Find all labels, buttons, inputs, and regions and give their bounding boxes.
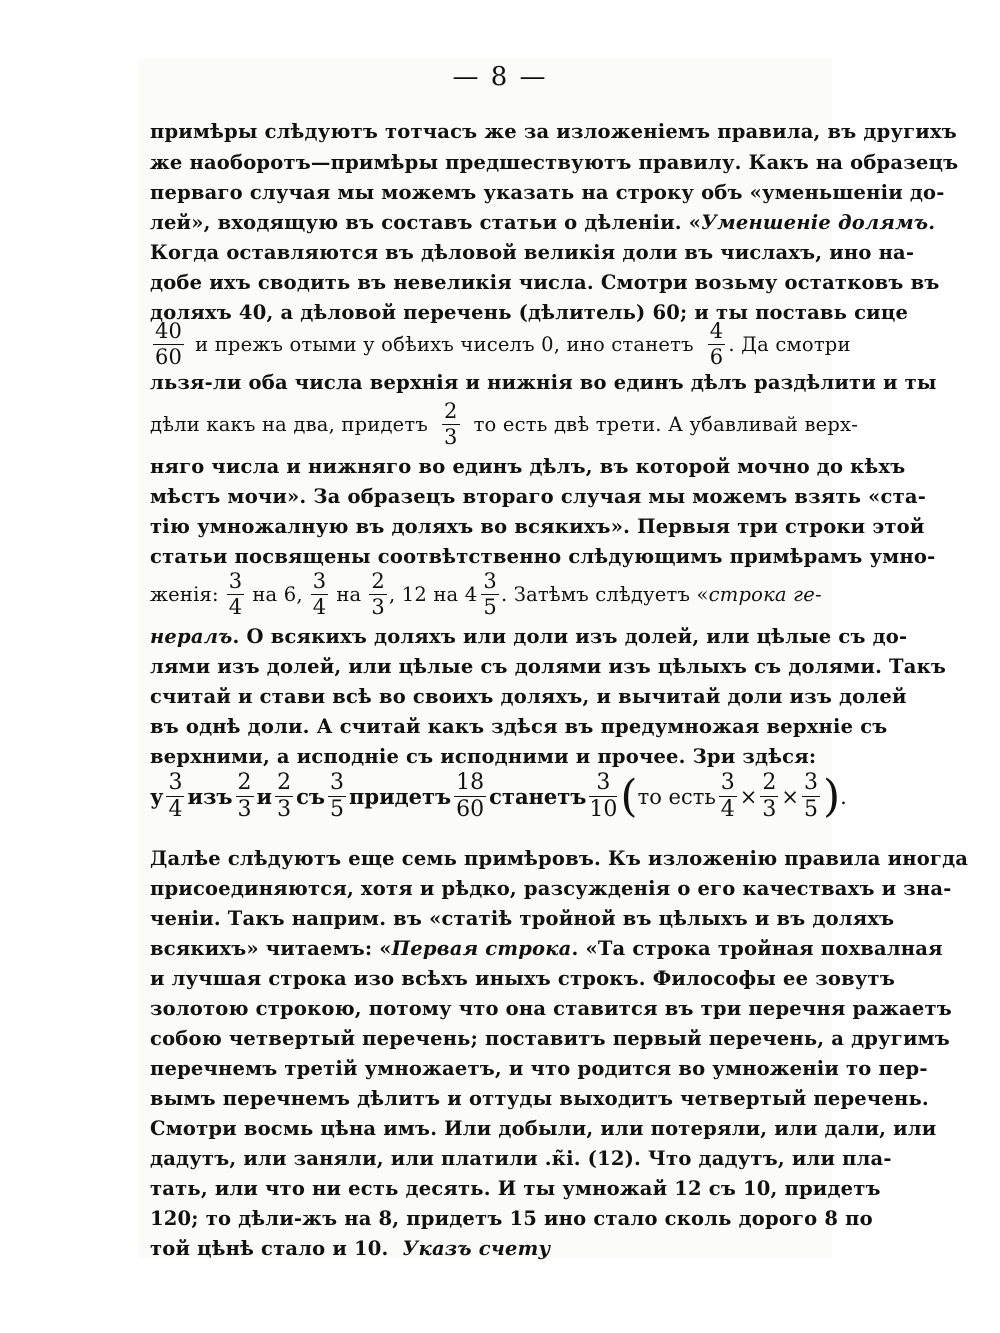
- fraction-numerator: 40: [155, 318, 183, 343]
- text-line-fraction: [150, 565, 820, 623]
- text-span: на: [336, 582, 362, 606]
- text-span: съ: [296, 784, 326, 809]
- text-line: [150, 625, 908, 648]
- fraction-numerator: 2: [237, 770, 252, 795]
- fraction-denominator: 6: [709, 344, 724, 369]
- text-line: 120; то дѣли-жъ на 8, придетъ 15 ино стало сколь дорого 8 по: [150, 1207, 873, 1230]
- text-line: дадутъ, или заняли, или платили .к̃і. (12). Что дадутъ, или пла-: [150, 1147, 892, 1170]
- text-line: въ однѣ доли. А считай какъ здѣся въ предумножая верхніе съ: [150, 715, 888, 738]
- fraction-numerator: 2: [762, 770, 777, 795]
- times-sign: ×: [781, 784, 799, 809]
- text-span: то есть: [637, 784, 716, 809]
- text-span: то есть двѣ трети. А убавливай верх-: [473, 412, 859, 436]
- text-span: станетъ: [489, 784, 587, 809]
- page-number: — 8 —: [452, 62, 548, 92]
- italic-span: Указъ счету: [402, 1237, 551, 1260]
- text-span: . Да смотри: [728, 332, 851, 356]
- text-span: всякихъ» читаемъ: «: [150, 937, 392, 960]
- fraction: [708, 318, 726, 369]
- fraction-numerator: 3: [483, 568, 497, 593]
- text-line: доляхъ 40, а дѣловой перечень (дѣлитель) 60; и ты поставь сице: [150, 301, 909, 324]
- fraction: [589, 772, 617, 821]
- fraction-denominator: 5: [803, 797, 818, 822]
- fraction-numerator: 2: [371, 568, 385, 593]
- fraction-numerator: 2: [277, 770, 292, 795]
- fraction: [454, 772, 486, 821]
- text-line: примѣры слѣдуютъ тотчасъ же за изложеніемъ правила, въ другихъ: [150, 120, 957, 143]
- fraction-denominator: 3: [444, 424, 458, 449]
- fraction-denominator: 5: [483, 594, 497, 619]
- fraction: [719, 772, 737, 821]
- fraction-numerator: 3: [330, 770, 345, 795]
- text-span: на 6,: [252, 582, 303, 606]
- text-span: . Затѣмъ слѣдуетъ «: [500, 582, 709, 606]
- fraction-denominator: 4: [312, 594, 327, 619]
- text-line: вымъ перечнемъ дѣлитъ и оттуды выходитъ четвертый перечень.: [150, 1087, 929, 1110]
- fraction: [166, 772, 184, 821]
- fraction-denominator: 5: [330, 797, 345, 822]
- formula-period: .: [840, 784, 847, 809]
- text-span: . О всякихъ доляхъ или доли изъ долей, или цѣлые съ до-: [232, 625, 908, 648]
- fraction-numerator: 3: [720, 770, 735, 795]
- italic-span: строка ге-: [708, 582, 822, 606]
- italic-span: Первая строка: [391, 937, 572, 960]
- text-line: [150, 211, 936, 234]
- text-line: Далѣе слѣдуютъ еще семь примѣровъ. Къ изложенію правила иногда: [150, 847, 969, 870]
- fraction-denominator: 60: [155, 344, 183, 369]
- text-line: Когда оставляются въ дѣловой великія доли въ числахъ, ино на-: [150, 241, 915, 264]
- text-span: дѣли какъ на два, придетъ: [150, 412, 428, 436]
- fraction: [328, 772, 346, 821]
- fraction: [760, 772, 778, 821]
- fraction-numerator: 3: [168, 770, 183, 795]
- fraction: [481, 568, 499, 619]
- fraction-denominator: 4: [228, 594, 243, 619]
- fraction-numerator: 3: [596, 770, 611, 795]
- fraction: [802, 772, 820, 821]
- text-line: лями изъ долей, или цѣлые съ долями изъ цѣлыхъ съ долями. Такъ: [150, 655, 947, 678]
- text-line: собою четвертый перечень; поставитъ первый перечень, а другимъ: [150, 1027, 950, 1050]
- fraction: [236, 772, 254, 821]
- text-line: и лучшая строка изо всѣхъ иныхъ строкъ. Философы ее зовутъ: [150, 967, 895, 990]
- fraction: [227, 568, 245, 619]
- close-parenthesis: ): [822, 770, 841, 822]
- fraction-numerator: 4: [709, 318, 724, 343]
- text-span: женія:: [150, 582, 219, 606]
- fraction-denominator: 3: [762, 797, 777, 822]
- fraction-numerator: 3: [312, 568, 327, 593]
- fraction-denominator: 4: [168, 797, 183, 822]
- text-line: перваго случая мы можемъ указать на строку объ «уменьшеніи до-: [150, 181, 945, 204]
- text-span: лей», входящую въ составъ статьи о дѣленіи. «: [150, 211, 702, 234]
- text-line-fraction: [150, 396, 859, 452]
- text-span: и прежъ отыми у обѣихъ чиселъ 0, ино станетъ: [195, 332, 694, 356]
- text-span: и: [256, 784, 273, 809]
- fraction-numerator: 2: [444, 398, 458, 423]
- text-line: перечнемъ третій умножаетъ, и что родится во умноженіи то пер-: [150, 1057, 928, 1080]
- text-line: Смотри восмь цѣна имъ. Или добыли, или потеряли, или дали, или: [150, 1117, 937, 1140]
- text-line: добе ихъ сводить въ невеликія числа. Смотри возьму остатковъ въ: [150, 271, 940, 294]
- fraction-formula: [150, 770, 847, 822]
- fraction-denominator: 10: [589, 797, 618, 822]
- text-line: статьи посвящены соотвѣтственно слѣдующимъ примѣрамъ умно-: [150, 545, 936, 568]
- fraction-numerator: 3: [803, 770, 818, 795]
- text-line: присоединяются, хотя и рѣдко, разсужденія о его качествахъ и зна-: [150, 877, 952, 900]
- text-line: мѣстъ мочи». За образецъ втораго случая мы можемъ взять «ста-: [150, 485, 927, 508]
- italic-span: Уменшеніе долямъ.: [701, 211, 936, 234]
- text-line: золотою строкою, потому что она ставится въ три перечня ражаетъ: [150, 997, 952, 1020]
- text-span: , 12 на 4: [388, 582, 478, 606]
- open-parenthesis: (: [620, 770, 638, 822]
- text-span: придетъ: [349, 784, 452, 809]
- text-line: считай и стави всѣ во своихъ доляхъ, и вычитай доли изъ долей: [150, 685, 907, 708]
- text-line: же наоборотъ—примѣры предшествуютъ правилу. Какъ на образецъ: [150, 151, 959, 174]
- text-span: . «Та строка тройная похвалная: [571, 937, 943, 960]
- text-line: [150, 937, 943, 960]
- text-line: льзя-ли оба числа верхнія и нижнія во единъ дѣлъ раздѣлити и ты: [150, 371, 937, 394]
- text-line: няго числа и нижняго во единъ дѣлъ, въ которой мочно до кѣхъ: [150, 455, 906, 478]
- text-line: тію умножалную въ доляхъ во всякихъ». Первыя три строки этой: [150, 515, 925, 538]
- text-line-fraction: [150, 316, 851, 372]
- fraction-numerator: 18: [456, 770, 485, 795]
- fraction-denominator: 4: [720, 797, 735, 822]
- fraction-denominator: 3: [371, 594, 385, 619]
- fraction: [311, 568, 329, 619]
- fraction-denominator: 3: [237, 797, 252, 822]
- text-line: ченіи. Такъ наприм. въ «статіѣ тройной въ цѣлыхъ и въ доляхъ: [150, 907, 895, 930]
- fraction: [442, 398, 460, 449]
- text-span: той цѣнѣ стало и 10.: [150, 1237, 389, 1260]
- fraction-denominator: 60: [456, 797, 485, 822]
- fraction: [275, 772, 293, 821]
- fraction: [369, 568, 387, 619]
- text-line: верхними, а исподніе съ исподними и прочее. Зри здѣся:: [150, 745, 817, 768]
- text-line: [150, 1237, 820, 1260]
- fraction-denominator: 3: [277, 797, 292, 822]
- times-sign: ×: [739, 784, 758, 809]
- text-span: у: [150, 784, 164, 809]
- fraction-numerator: 3: [228, 568, 243, 593]
- text-span: изъ: [187, 784, 233, 809]
- italic-span: нералъ: [150, 625, 233, 648]
- text-line: тать, или что ни есть десять. И ты умножай 12 съ 10, придетъ: [150, 1177, 881, 1200]
- fraction: [153, 318, 184, 369]
